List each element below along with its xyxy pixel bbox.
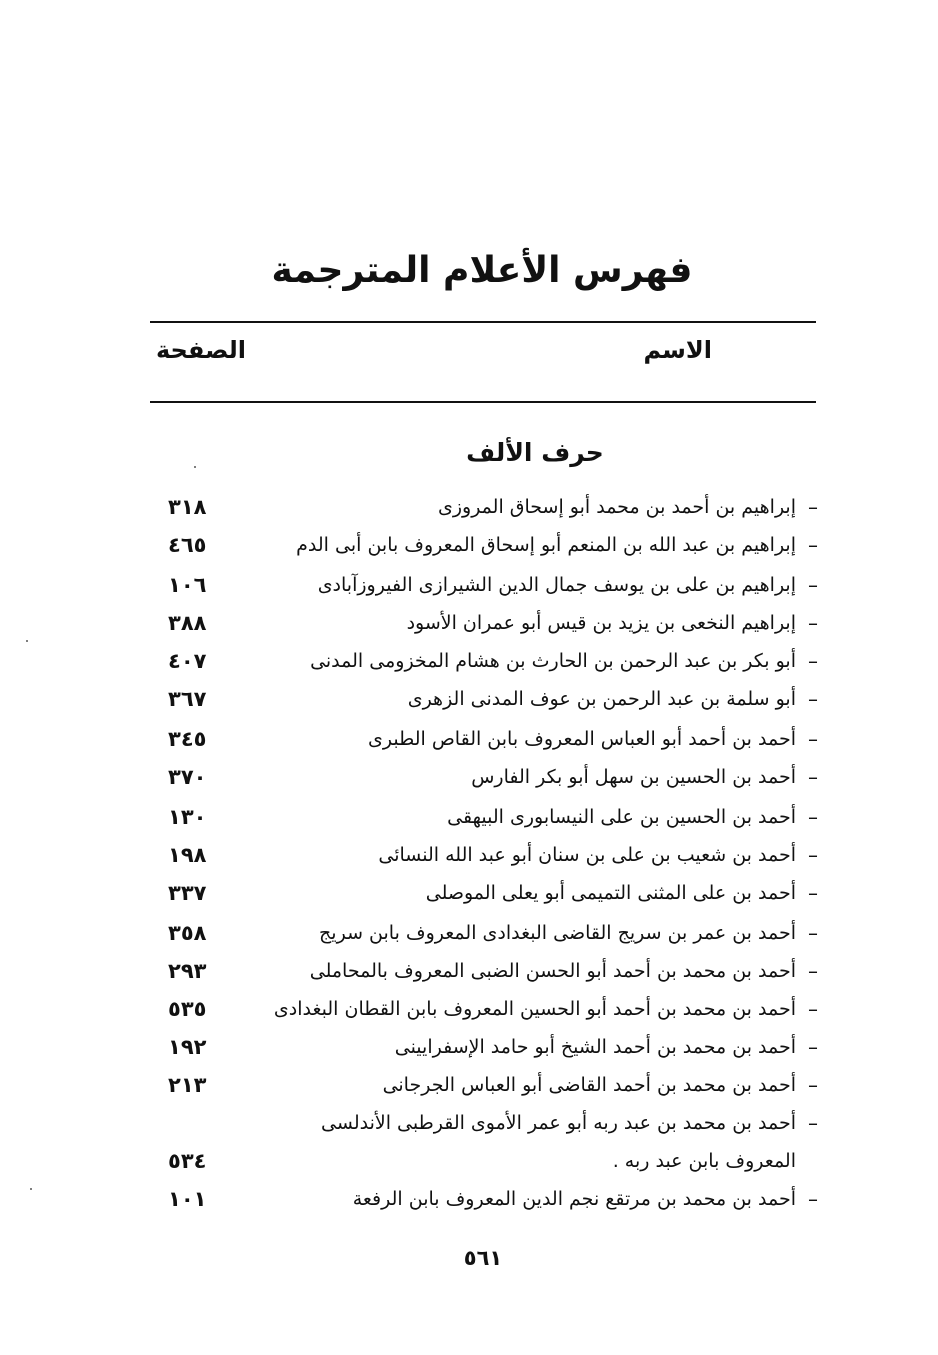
entry-dash: – xyxy=(808,805,818,829)
entry-name: أبو بكر بن عبد الرحمن بن الحارث بن هشام المخزومى المدنى xyxy=(310,650,796,672)
index-entry xyxy=(0,990,938,1028)
index-entry xyxy=(0,488,938,526)
entry-name: أحمد بن الحسين بن سهل أبو بكر الفارس xyxy=(471,766,796,788)
entry-page: ١٩٨ xyxy=(168,843,207,867)
entry-name-continuation: المعروف بابن عبد ربه . xyxy=(612,1150,796,1172)
entry-page: ٣٧٠ xyxy=(168,765,207,789)
index-entry xyxy=(0,1028,938,1066)
entry-page: ٤٠٧ xyxy=(168,649,207,673)
entry-dash: – xyxy=(808,1073,818,1097)
entry-dash: – xyxy=(808,495,818,519)
entry-dash: – xyxy=(808,921,818,945)
column-header-page: الصفحة xyxy=(156,336,247,364)
entry-name: أبو سلمة بن عبد الرحمن بن عوف المدنى الزهرى xyxy=(407,688,796,710)
paper-speck xyxy=(26,640,28,642)
entry-name: أحمد بن محمد بن أحمد القاضى أبو العباس الجرجانى xyxy=(382,1074,796,1096)
entry-name: أحمد بن الحسين بن على النيسابورى البيهقى xyxy=(447,806,796,828)
paper-speck xyxy=(30,1188,32,1190)
index-entry xyxy=(0,526,938,564)
entry-page: ١٠١ xyxy=(168,1187,207,1211)
entry-dash: – xyxy=(808,649,818,673)
header-bottom-rule xyxy=(150,401,816,403)
entry-dash: – xyxy=(808,573,818,597)
section-heading: حرف الألف xyxy=(466,438,604,467)
index-entry xyxy=(0,720,938,758)
entry-page: ٣٨٨ xyxy=(168,611,207,635)
entry-page: ١٩٢ xyxy=(168,1035,207,1059)
entry-name: أحمد بن محمد بن أحمد أبو الحسين المعروف بابن القطان البغدادى xyxy=(273,998,796,1020)
entry-dash: – xyxy=(808,1187,818,1211)
entry-dash: – xyxy=(808,1035,818,1059)
entry-name: إبراهيم بن أحمد بن محمد أبو إسحاق المروزى xyxy=(437,496,796,518)
index-entry xyxy=(0,758,938,796)
entry-page: ٥٣٤ xyxy=(168,1149,207,1173)
index-entry xyxy=(0,1180,938,1218)
entry-page: ٤٦٥ xyxy=(168,533,207,557)
entry-dash: – xyxy=(808,959,818,983)
index-entry xyxy=(0,914,938,952)
index-entry xyxy=(0,1104,938,1180)
entry-dash: – xyxy=(808,687,818,711)
page-number: ٥٦١ xyxy=(463,1246,503,1270)
entry-page: ٣٤٥ xyxy=(168,727,207,751)
paper-speck xyxy=(194,466,196,468)
header-top-rule xyxy=(150,321,816,323)
entry-page: ٣٥٨ xyxy=(168,921,207,945)
entry-page: ٢٩٣ xyxy=(168,959,207,983)
entry-page: ٣١٨ xyxy=(168,495,207,519)
entry-dash: – xyxy=(808,843,818,867)
entry-name: أحمد بن شعيب بن على بن سنان أبو عبد الله النسائى xyxy=(378,844,796,866)
entry-name: إبراهيم بن عبد الله بن المنعم أبو إسحاق المعروف بابن أبى الدم xyxy=(296,534,796,556)
entry-page: ٣٣٧ xyxy=(168,881,207,905)
index-entry xyxy=(0,642,938,680)
index-entry xyxy=(0,798,938,836)
index-entry xyxy=(0,874,938,912)
entry-page: ٢١٣ xyxy=(168,1073,207,1097)
entry-name: إبراهيم النخعى بن يزيد بن قيس أبو عمران الأسود xyxy=(406,612,796,634)
entry-dash: – xyxy=(808,1111,818,1135)
index-entry xyxy=(0,836,938,874)
entry-page: ٣٦٧ xyxy=(168,687,207,711)
entry-dash: – xyxy=(808,765,818,789)
entry-name: أحمد بن على المثنى التميمى أبو يعلى الموصلى xyxy=(425,882,796,904)
entry-dash: – xyxy=(808,997,818,1021)
index-entry xyxy=(0,604,938,642)
entry-name: أحمد بن عمر بن سريج القاضى البغدادى المعروف بابن سريج xyxy=(319,922,796,944)
entry-name: أحمد بن محمد بن أحمد الشيخ أبو حامد الإسفرايينى xyxy=(394,1036,796,1058)
entry-dash: – xyxy=(808,611,818,635)
entry-name: أحمد بن محمد بن عبد ربه أبو عمر الأموى القرطبى الأندلسى xyxy=(321,1112,796,1134)
entry-page: ١٣٠ xyxy=(168,805,207,829)
entry-page: ١٠٦ xyxy=(168,573,207,597)
entry-dash: – xyxy=(808,533,818,557)
entry-name: أحمد بن محمد بن مرتقع نجم الدين المعروف بابن الرفعة xyxy=(352,1188,796,1210)
entry-name: إبراهيم بن على بن يوسف جمال الدين الشيرازى الفيروزآبادى xyxy=(317,574,796,596)
entry-page: ٥٣٥ xyxy=(168,997,207,1021)
index-entry xyxy=(0,680,938,718)
page-title: فهرس الأعلام المترجمة xyxy=(271,250,693,291)
index-entry xyxy=(0,1066,938,1104)
entry-dash: – xyxy=(808,881,818,905)
entry-name: أحمد بن أحمد أبو العباس المعروف بابن القاص الطبرى xyxy=(368,728,796,750)
entry-dash: – xyxy=(808,727,818,751)
index-entry xyxy=(0,566,938,604)
index-entry xyxy=(0,952,938,990)
column-header-name: الاسم xyxy=(643,336,712,364)
entry-name: أحمد بن محمد بن أحمد أبو الحسن الضبى المعروف بالمحاملى xyxy=(309,960,796,982)
